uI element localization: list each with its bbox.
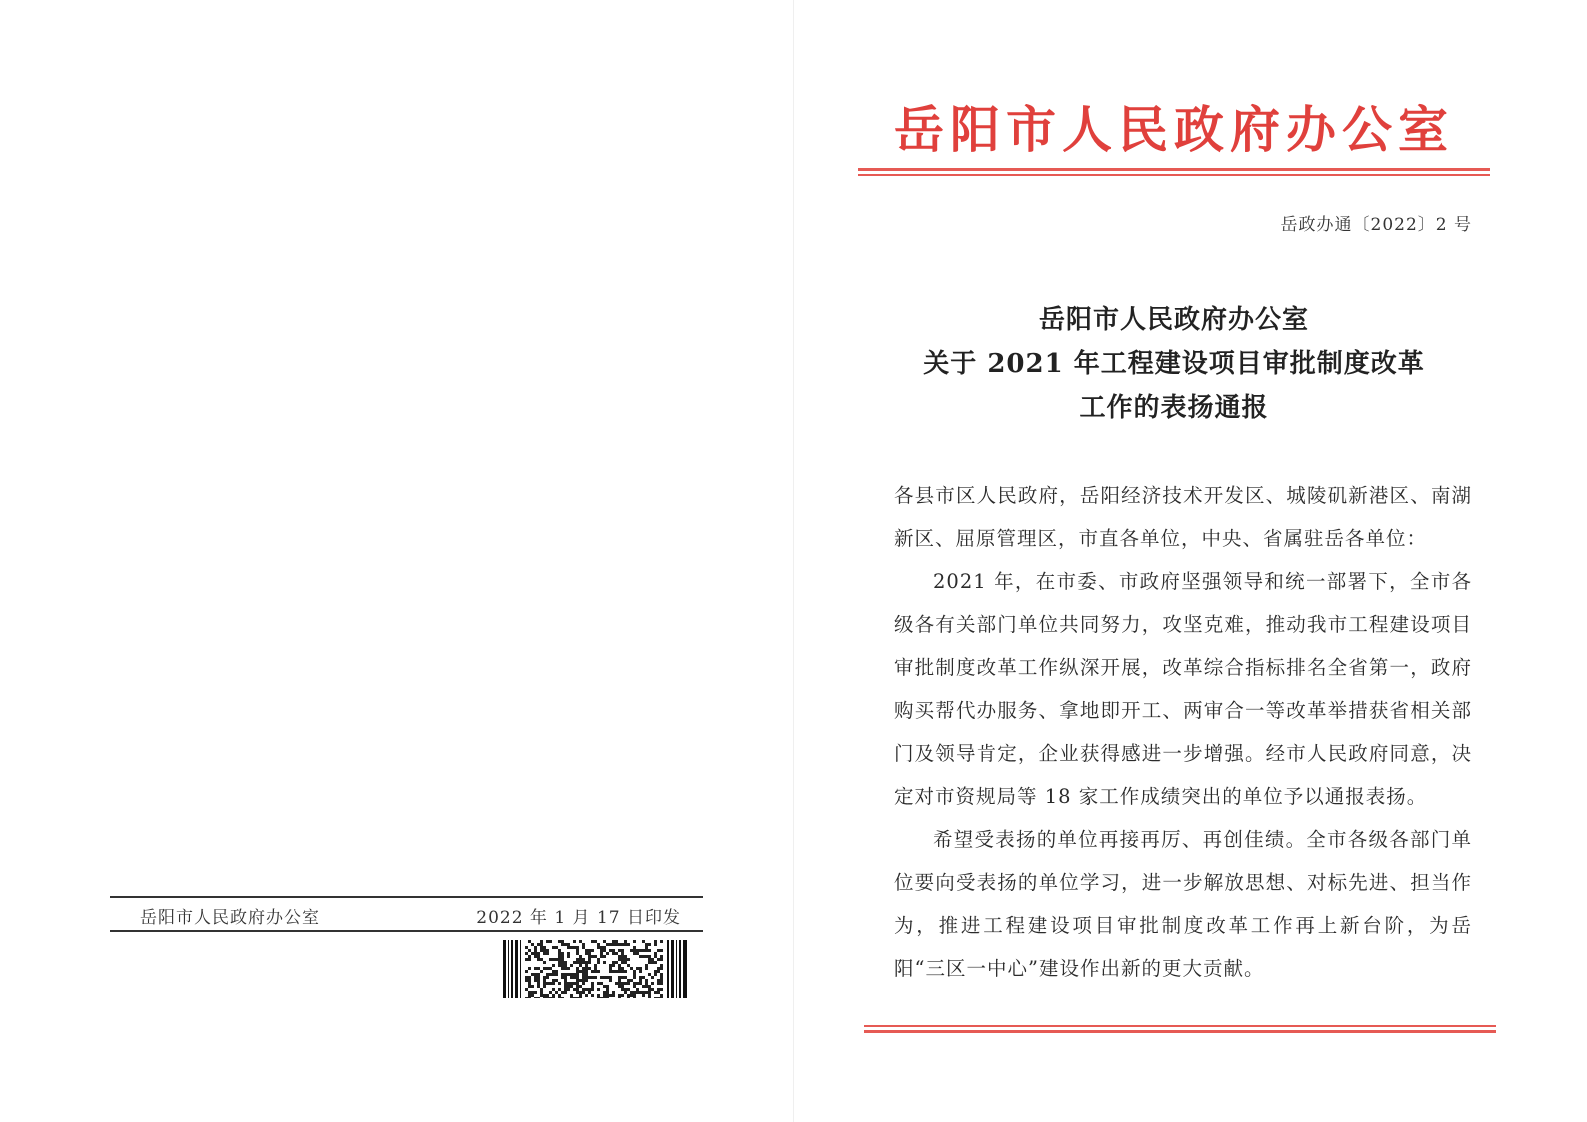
letterhead-red-rule (858, 168, 1490, 171)
salutation: 各县市区人民政府，岳阳经济技术开发区、城陵矶新港区、南湖新区、屈原管理区，市直各单位，中央、省属驻岳各单位： (894, 484, 1472, 550)
letterhead-red-rule-thin (858, 174, 1490, 176)
imprint-top-rule (110, 896, 703, 898)
imprint-bottom-rule (110, 930, 703, 932)
right-page (794, 0, 1587, 1122)
document-title-line-3: 工作的表扬通报 (1079, 393, 1269, 423)
footer-red-rule-thin (864, 1025, 1496, 1027)
footer-red-rule (864, 1030, 1496, 1033)
document-number: 岳政办通〔2022〕2 号 (1280, 215, 1472, 235)
body-paragraph-2: 希望受表扬的单位再接再厉、再创佳绩。全市各级各部门单位要向受表扬的单位学习，进一步解放思想、对标先进、担当作为，推进工程建设项目审批制度改革工作再上新台阶，为岳阳“三区一中心”建设作出新的更大贡献。 (894, 828, 1472, 980)
document-title-line-2: 关于 2021 年工程建设项目审批制度改革 (923, 349, 1425, 379)
document-title-line-1: 岳阳市人民政府办公室 (1038, 305, 1309, 335)
body-paragraph-1: 2021 年，在市委、市政府坚强领导和统一部署下，全市各级各有关部门单位共同努力，攻坚克难，推动我市工程建设项目审批制度改革工作纵深开展，改革综合指标排名全省第一，政府购买帮代办服务、拿地即开工、两审合一等改革举措获省相关部门及领导肯定，企业获得感进一步增强。经市人民政府同意，决定对市资规局等 18 家工作成绩突出的单位予以通报表扬。 (894, 570, 1472, 808)
document-title (894, 298, 1454, 430)
document-body (894, 474, 1472, 990)
letterhead-title: 岳阳市人民政府办公室 (894, 100, 1454, 159)
barcode-icon (503, 940, 687, 998)
imprint-issuer: 岳阳市人民政府办公室 (140, 908, 320, 928)
imprint-print-date: 2022 年 1 月 17 日印发 (476, 908, 681, 928)
left-page (0, 0, 793, 1122)
